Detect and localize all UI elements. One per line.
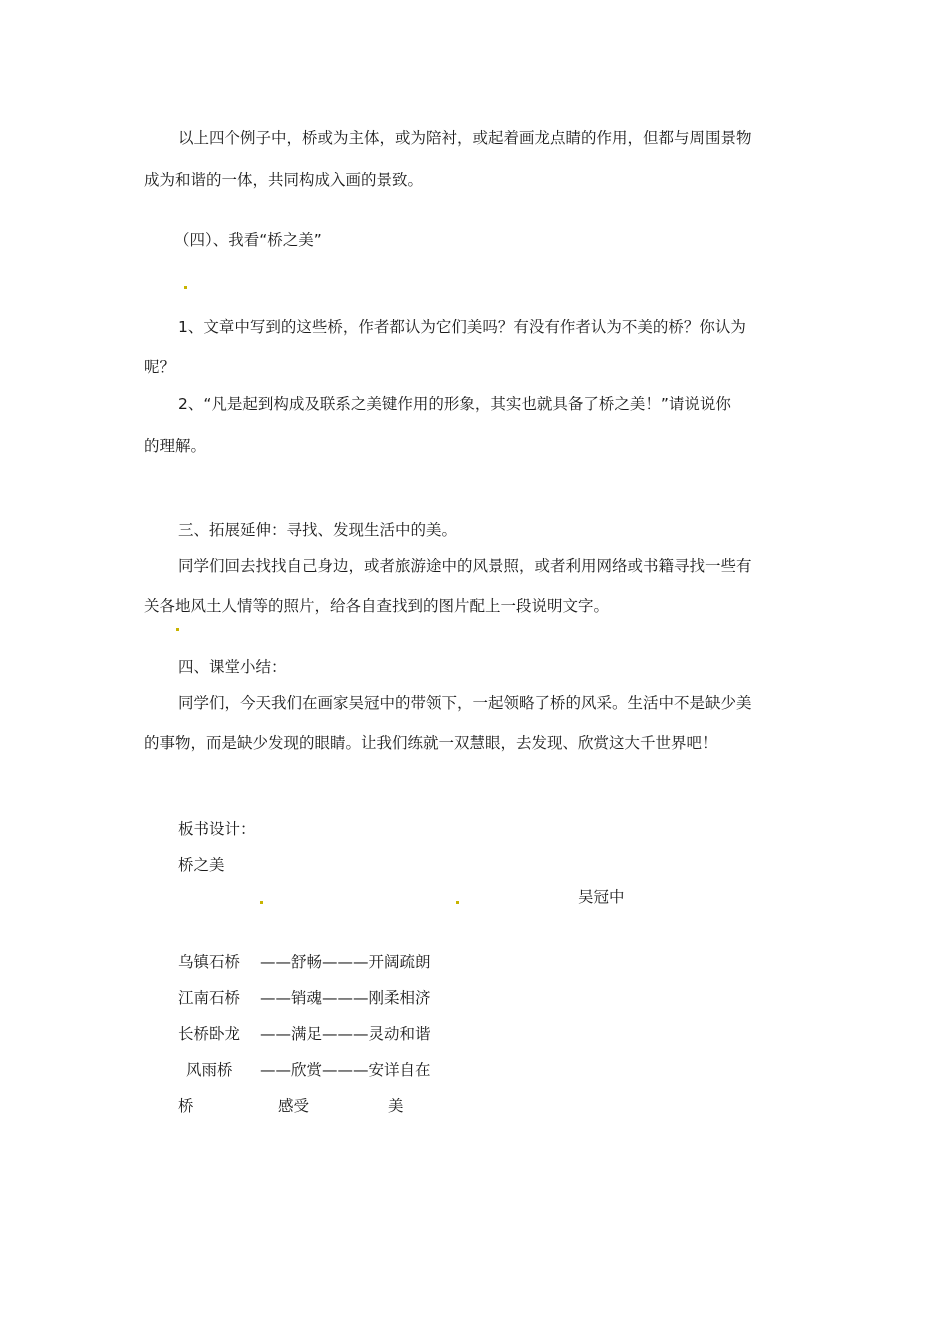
summary-paragraph-line-2: 成为和谐的一体，共同构成入画的景致。 (144, 171, 424, 189)
extension-line-2: 关各地风土人情等的照片，给各自查找到的图片配上一段说明文字。 (144, 597, 610, 615)
scan-artifact-dot (456, 901, 459, 904)
summary-paragraph-line-1: 以上四个例子中，桥或为主体，或为陪衬，或起着画龙点睛的作用，但都与周围景物 (178, 129, 752, 147)
section-four-heading: （四）、我看“桥之美” (174, 231, 322, 249)
scan-artifact-dot (176, 628, 179, 631)
question-1-line-1: 1、文章中写到的这些桥，作者都认为它们美吗？有没有作者认为不美的桥？你认为 (178, 318, 746, 336)
class-summary-line-2: 的事物，而是缺少发现的眼睛。让我们练就一双慧眼，去发现、欣赏这大千世界吧！ (144, 734, 718, 752)
extension-line-1: 同学们回去找找自己身边，或者旅游途中的风景照，或者利用网络或书籍寻找一些有 (178, 557, 752, 575)
board-row-bridge: 乌镇石桥 (178, 953, 241, 971)
board-footer-beauty: 美 (388, 1097, 404, 1115)
class-summary-line-1: 同学们，今天我们在画家吴冠中的带领下，一起领略了桥的风采。生活中不是缺少美 (178, 694, 752, 712)
board-row-chain: ——满足———灵动和谐 (260, 1025, 431, 1043)
board-footer-bridge: 桥 (178, 1097, 194, 1115)
board-author: 吴冠中 (578, 888, 625, 906)
board-footer-feeling: 感受 (278, 1097, 310, 1115)
question-2-line-2: 的理解。 (144, 437, 207, 455)
board-row-chain: ——销魂———刚柔相济 (260, 989, 431, 1007)
question-2-line-1: 2、“凡是起到构成及联系之美键作用的形象，其实也就具备了桥之美！”请说说你 (178, 395, 731, 413)
extension-heading: 三、拓展延伸：寻找、发现生活中的美。 (178, 521, 458, 539)
question-1-line-2: 呢？ (144, 358, 176, 376)
board-row-chain: ——舒畅———开阔疏朗 (260, 953, 431, 971)
board-row-chain: ——欣赏———安详自在 (260, 1061, 431, 1079)
board-design-heading: 板书设计： (178, 820, 256, 838)
board-row-bridge: 江南石桥 (178, 989, 241, 1007)
class-summary-heading: 四、课堂小结： (178, 658, 287, 676)
scan-artifact-dot (260, 901, 263, 904)
board-row-bridge: 风雨桥 (186, 1061, 233, 1079)
scan-artifact-dot (184, 286, 187, 289)
board-row-bridge: 长桥卧龙 (178, 1025, 241, 1043)
board-title: 桥之美 (178, 856, 225, 874)
